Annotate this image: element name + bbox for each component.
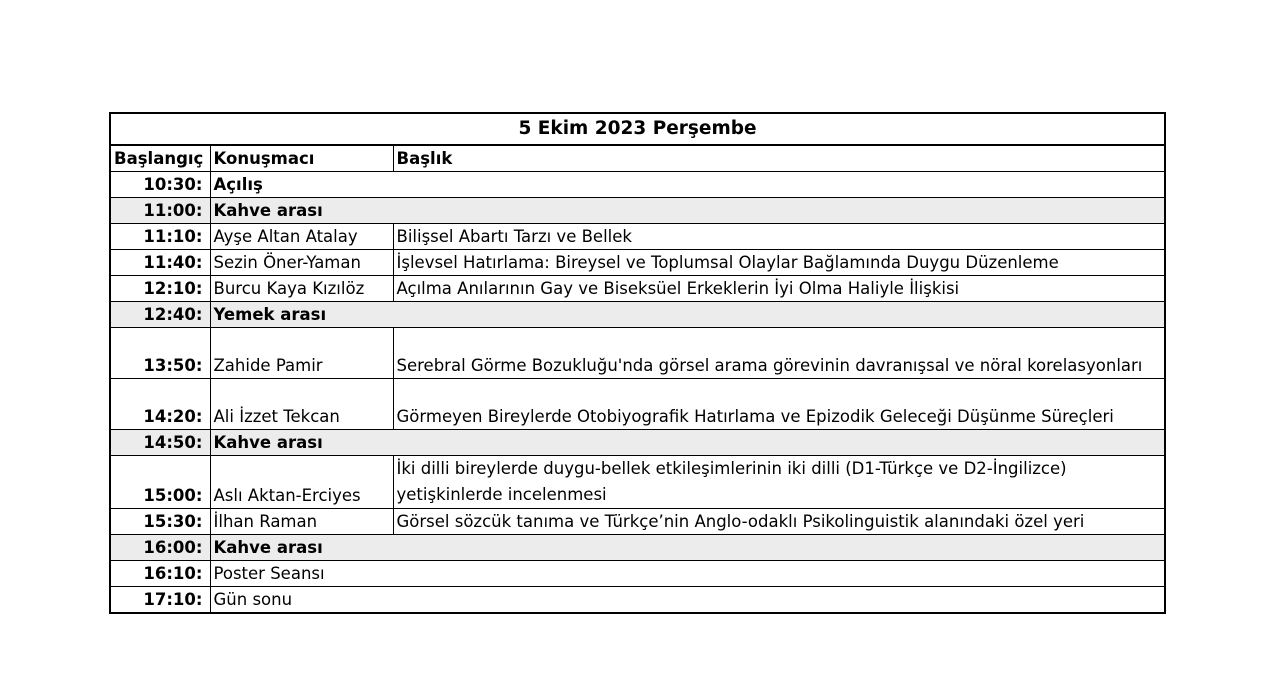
break-row	[110, 198, 1165, 224]
break-row	[110, 535, 1165, 561]
session-time: 14:20:	[110, 379, 210, 430]
talk-title: Görsel sözcük tanıma ve Türkçe’nin Anglo-odaklı Psikolinguistik alanındaki özel yeri	[393, 509, 1165, 535]
session-label: Poster Seansı	[210, 561, 1165, 587]
break-label: Kahve arası	[210, 430, 1165, 456]
break-label: Kahve arası	[210, 198, 1165, 224]
session-time: 16:00:	[110, 535, 210, 561]
speaker-name: Burcu Kaya Kızılöz	[210, 276, 393, 302]
talk-row	[110, 276, 1165, 302]
session-time: 11:00:	[110, 198, 210, 224]
schedule-title: 5 Ekim 2023 Perşembe	[110, 113, 1165, 145]
header-speaker: Konuşmacı	[210, 145, 393, 172]
talk-title: Serebral Görme Bozukluğu'nda görsel arama görevinin davranışsal ve nöral korelasyonları	[393, 328, 1165, 379]
session-time: 17:10:	[110, 587, 210, 614]
talk-row	[110, 328, 1165, 379]
speaker-name: İlhan Raman	[210, 509, 393, 535]
schedule-table	[109, 112, 1166, 614]
talk-title: İşlevsel Hatırlama: Bireysel ve Toplumsal Olaylar Bağlamında Duygu Düzenleme	[393, 250, 1165, 276]
speaker-name: Ali İzzet Tekcan	[210, 379, 393, 430]
break-label: Yemek arası	[210, 302, 1165, 328]
session-row	[110, 587, 1165, 614]
session-time: 15:00:	[110, 456, 210, 509]
speaker-name: Zahide Pamir	[210, 328, 393, 379]
header-start: Başlangıç	[110, 145, 210, 172]
session-time: 15:30:	[110, 509, 210, 535]
talk-title: İki dilli bireylerde duygu-bellek etkileşimlerinin iki dilli (D1-Türkçe ve D2-İngilizce) yetişkinlerde incelenmesi	[393, 456, 1165, 509]
speaker-name: Sezin Öner-Yaman	[210, 250, 393, 276]
header-row	[110, 145, 1165, 172]
session-time: 11:40:	[110, 250, 210, 276]
talk-row	[110, 456, 1165, 509]
session-row	[110, 172, 1165, 198]
session-time: 11:10:	[110, 224, 210, 250]
header-topic: Başlık	[393, 145, 1165, 172]
talk-title: Görmeyen Bireylerde Otobiyografik Hatırlama ve Epizodik Geleceği Düşünme Süreçleri	[393, 379, 1165, 430]
talk-row	[110, 224, 1165, 250]
session-label: Gün sonu	[210, 587, 1165, 614]
break-label: Kahve arası	[210, 535, 1165, 561]
talk-title: Açılma Anılarının Gay ve Biseksüel Erkeklerin İyi Olma Haliyle İlişkisi	[393, 276, 1165, 302]
talk-row	[110, 509, 1165, 535]
session-time: 10:30:	[110, 172, 210, 198]
session-time: 16:10:	[110, 561, 210, 587]
speaker-name: Ayşe Altan Atalay	[210, 224, 393, 250]
session-label: Açılış	[210, 172, 1165, 198]
title-row	[110, 113, 1165, 145]
session-time: 12:40:	[110, 302, 210, 328]
talk-title: Bilişsel Abartı Tarzı ve Bellek	[393, 224, 1165, 250]
break-row	[110, 302, 1165, 328]
talk-row	[110, 379, 1165, 430]
speaker-name: Aslı Aktan-Erciyes	[210, 456, 393, 509]
session-time: 12:10:	[110, 276, 210, 302]
session-time: 14:50:	[110, 430, 210, 456]
break-row	[110, 430, 1165, 456]
session-time: 13:50:	[110, 328, 210, 379]
session-row	[110, 561, 1165, 587]
talk-row	[110, 250, 1165, 276]
